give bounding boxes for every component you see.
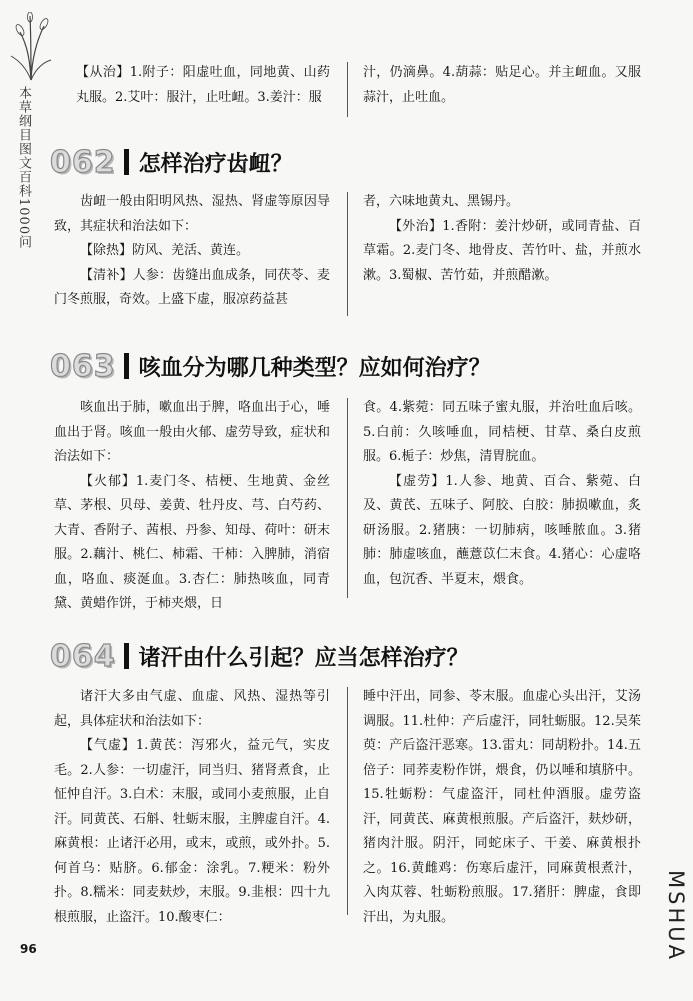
plant-logo-icon xyxy=(8,12,54,82)
heading-bar xyxy=(124,353,129,379)
page-number: 96 xyxy=(20,942,37,956)
section-number: 063 xyxy=(50,348,116,384)
top-left-column xyxy=(76,61,330,110)
paragraph: 【气虚】1.黄芪：泻邪火，益元气，实皮毛。2.人参：一切虚汗，同当归、猪肾煮食，止怔忡自汗。3.白术：末服，或同小麦煎服，止自汗。同黄芪、石斛、牡蛎末服，主脾虚自汗。4.麻黄根：止诸汗必用，或末，或煎，或外扑。5.何首乌：贴脐。6.郁金：涂乳。7.粳米：粉外扑。8.糯米：同麦麸炒，末服。9.韭根：四十九根煎服，止盗汗。10.酸枣仁： xyxy=(54,738,330,925)
paragraph: 诸汗大多由气虚、血虚、风热、湿热等引起，具体症状和治法如下： xyxy=(54,689,330,729)
book-title-vertical: 本草纲目图文百科1000问 xyxy=(16,86,31,250)
paragraph: 齿衄一般由阳明风热、湿热、肾虚等原因导致，其症状和治法如下： xyxy=(54,194,330,234)
section-062-left-column xyxy=(54,190,330,313)
section-number: 062 xyxy=(50,144,116,180)
paragraph: 【除热】防风、羌活、黄连。 xyxy=(80,243,250,258)
heading-bar xyxy=(124,643,129,669)
paragraph: 汁，仍滴鼻。4.葫蒜：贴足心。并主衄血。又服蒜汁，止吐血。 xyxy=(363,65,641,105)
paragraph: 睡中汗出，同参、苓末服。血虚心头出汗，艾汤调服。11.杜仲：产后虚汗，同牡蛎服。12.吴茱萸：产后盗汗恶寒。13.雷丸：同胡粉扑。14.五倍子：同荞麦粉作饼，煨食，仍以唾和填脐中。15.牡蛎粉：气虚盗汗，同杜仲酒服。虚劳盗汗，同黄芪、麻黄根煎服。产后盗汗，麸炒研，猪肉汁服。阴汗，同蛇床子、干姜、麻黄根扑之。16.黄雌鸡：伤寒后虚汗，同麻黄根煮汁，入肉苁蓉、牡蛎粉煎服。17.猪肝：脾虚，食即汗出，为丸服。 xyxy=(363,689,641,925)
paragraph: 【从治】1.附子：阳虚吐血，同地黄、山药丸服。2.艾叶：服汁，止吐衄。3.姜汁：服 xyxy=(76,65,330,105)
section-number: 064 xyxy=(50,638,116,674)
section-064-left-column xyxy=(54,685,330,930)
paragraph: 者，六味地黄丸、黑锡丹。 xyxy=(363,194,520,209)
paragraph: 咳血出于肺，嗽血出于脾，咯血出于心，唾血出于肾。咳血一般由火郁、虚劳导致，症状和治法如下： xyxy=(54,400,330,464)
section-063-right-column xyxy=(363,396,641,592)
section-063-left-column xyxy=(54,396,330,617)
watermark: MSHUA xyxy=(664,870,688,962)
heading-bar xyxy=(124,149,129,175)
section-title: 怎样治疗齿衄？ xyxy=(138,151,293,177)
paragraph: 【清补】人参：齿缝出血成条，同茯苓、麦门冬煎服，奇效。上盛下虚，服凉药益甚 xyxy=(54,267,330,307)
paragraph: 【火郁】1.麦门冬、桔梗、生地黄、金丝草、茅根、贝母、姜黄、牡丹皮、芎、白芍药、大青、香附子、茜根、丹参、知母、荷叶：研末服。2.藕汁、桃仁、柿霜、干柿：入脾肺，消宿血，咯血、痰涎血。3.杏仁：肺热咳血，同青黛、黄蜡作饼，于柿夹煨，日 xyxy=(54,473,330,611)
section-062-right-column xyxy=(363,190,641,288)
section-heading-064 xyxy=(50,634,469,678)
section-title: 咳血分为哪几种类型？应如何治疗？ xyxy=(138,355,491,381)
paragraph: 食。4.紫菀：同五味子蜜丸服，并治吐血后咳。5.白前：久咳唾血，同桔梗、甘草、桑白皮煎服。6.栀子：炒焦，清胃脘血。 xyxy=(363,400,641,464)
section-title: 诸汗由什么引起？应当怎样治疗？ xyxy=(138,645,469,671)
top-right-column xyxy=(363,61,641,110)
column-divider xyxy=(347,687,348,915)
column-divider xyxy=(347,192,348,316)
column-divider xyxy=(347,398,348,598)
section-heading-062 xyxy=(50,140,293,184)
section-heading-063 xyxy=(50,344,491,388)
paragraph: 【外治】1.香附：姜汁炒研，或同青盐、百草霜。2.麦门冬、地骨皮、苦竹叶、盐，并煎水漱。3.蜀椒、苦竹茹，并煎醋漱。 xyxy=(363,218,641,283)
paragraph: 【虚劳】1.人参、地黄、百合、紫菀、白及、黄芪、五味子、阿胶、白胶：肺损嗽血，炙研汤服。2.猪胰：一切肺病，咳唾脓血。3.猪肺：肺虚咳血，蘸薏苡仁末食。4.猪心：心虚咯血，包沉香、半夏末，煨食。 xyxy=(363,473,641,587)
column-divider xyxy=(347,62,348,117)
section-064-right-column xyxy=(363,685,641,930)
